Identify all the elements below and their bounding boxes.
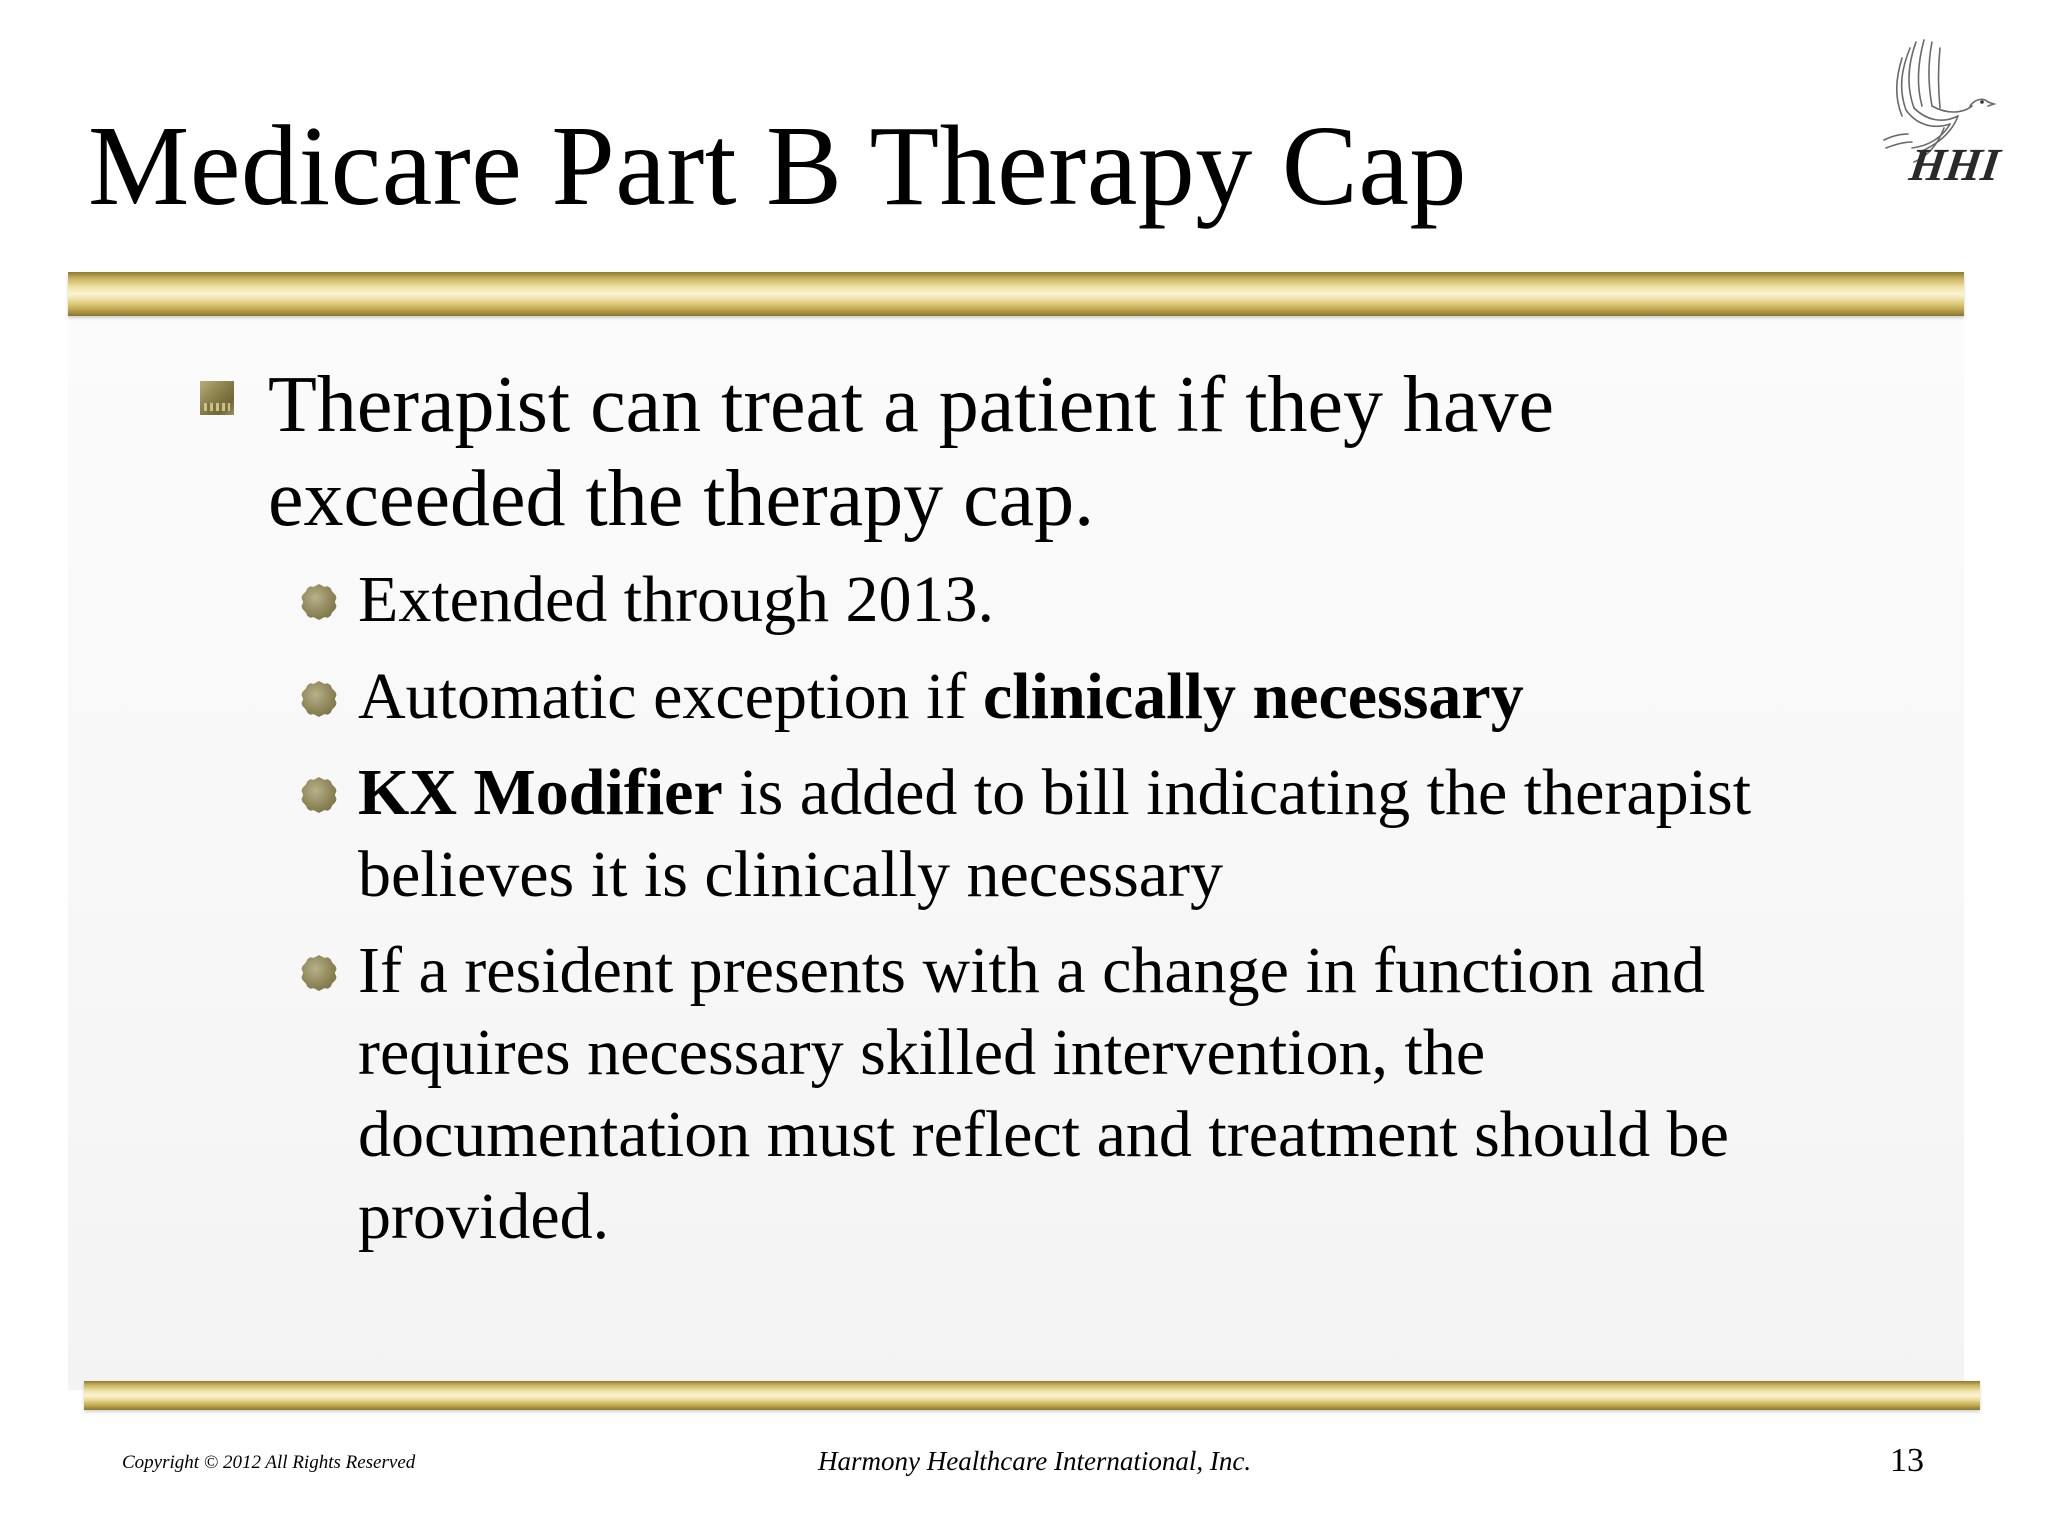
sub-bullet-bold-text: clinically necessary <box>982 660 1524 733</box>
round-bullet-icon <box>301 955 337 991</box>
sub-bullet-item <box>358 752 1878 916</box>
logo-text: HHI <box>1906 139 2004 190</box>
slide-title: Medicare Part B Therapy Cap <box>88 102 1467 229</box>
bullet-item: Therapist can treat a patient if they have exceeded the therapy cap. <box>268 361 1555 543</box>
round-bullet-icon <box>301 681 337 717</box>
footer-company: Harmony Healthcare International, Inc. <box>818 1446 1252 1476</box>
sub-bullet-bold-text: KX Modifier <box>358 756 723 829</box>
sub-bullet-item: If a resident presents with a change in function and requires necessary skilled intervention, the documentation must reflect and treatment should be provided. <box>358 934 1729 1253</box>
footer-divider-bar <box>84 1381 1980 1410</box>
round-bullet-icon <box>301 777 337 813</box>
page-number: 13 <box>1890 1442 1924 1479</box>
square-bullet-icon <box>200 381 234 415</box>
footer-copyright: Copyright © 2012 All Rights Reserved <box>122 1452 416 1473</box>
sub-bullet-text: is added to bill indicating the therapist believes it is clinically necessary <box>358 756 1752 911</box>
sub-bullet-item: Extended through 2013. <box>358 563 995 636</box>
sub-bullet-text: Automatic exception if <box>358 660 983 733</box>
sub-bullet-item <box>358 656 1878 738</box>
round-bullet-icon <box>301 584 337 620</box>
